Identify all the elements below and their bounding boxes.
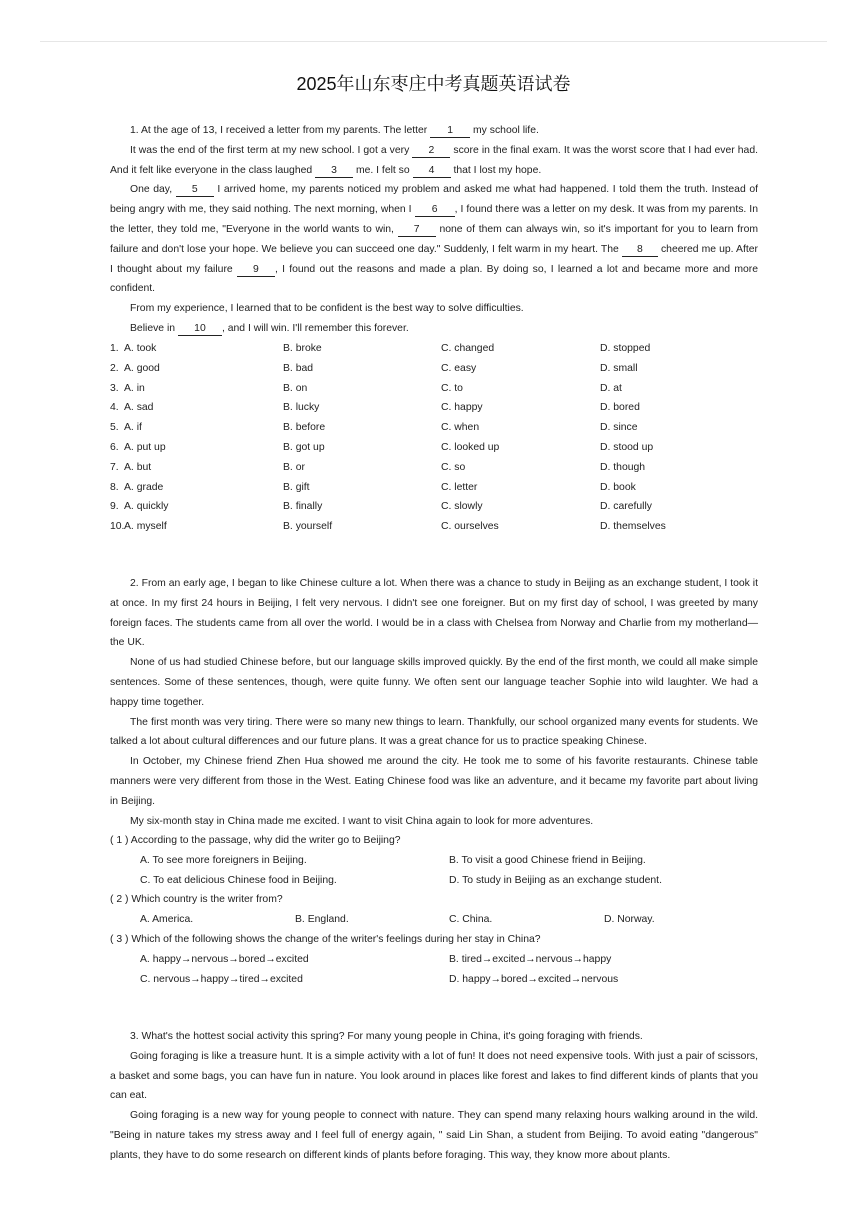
options-table-1 [110, 339, 760, 537]
p2-para5: My six-month stay in China made me excited. I want to visit China again to look for more adventures. [130, 815, 594, 827]
q1-option-d[interactable]: D. To study in Beijing as an exchange student. [449, 875, 662, 886]
q3-option-c[interactable]: C. nervous→happy→tired→excited [140, 974, 303, 985]
option-d[interactable]: D. bored [600, 402, 640, 414]
p2-para3: The first month was very tiring. There were so many new things to learn. Thankfully, our school organized many events for students. We talked a lot about cultural differences and our future plans. It was a great chance for us to practice speaking Chinese. [110, 716, 758, 748]
q3-option-b[interactable]: B. tired→excited→nervous→happy [449, 954, 612, 965]
q3-option-a[interactable]: A. happy→nervous→bored→excited [140, 954, 309, 965]
p1-para3: One day, 5 I arrived home, my parents noticed my problem and asked me what had happened. I told them the truth. Instead of being angry with me, they said nothing. The next morning, when I 6 , I found there was a letter on my desk. It was from my parents. In the letter, they told me, "Everyone in the world wants to win, 7 none of them can always win, so it's important for you to learn from failure and don't lose your hope. We believe you can succeed one day." Suddenly, I felt warm in my heart. The 8 cheered me up. After I thought about my failure 9 , I found out the reasons and made a plan. By doing so, I learned a lot and became more and more confident. [110, 184, 759, 295]
option-row [110, 438, 760, 458]
q2-option-c[interactable]: C. China. [449, 914, 493, 925]
option-b[interactable]: B. or [283, 461, 305, 473]
passage-2 [110, 574, 758, 831]
option-c[interactable]: C. easy [441, 362, 477, 374]
option-a[interactable]: A. quickly [124, 501, 169, 513]
option-a[interactable]: A. sad [124, 402, 154, 414]
option-row [110, 339, 760, 359]
question-1: ( 1 ) According to the passage, why did the writer go to Beijing? [110, 835, 401, 846]
option-b[interactable]: B. broke [283, 343, 322, 354]
option-a[interactable]: A. took [124, 343, 157, 354]
question-number: 7. [110, 461, 119, 473]
option-b[interactable]: B. finally [283, 501, 323, 513]
option-b[interactable]: B. got up [283, 441, 325, 453]
option-a[interactable]: A. in [124, 382, 145, 394]
blank-3[interactable]: 3 [315, 164, 353, 178]
question-2: ( 2 ) Which country is the writer from? [110, 894, 283, 905]
q1-option-c[interactable]: C. To eat delicious Chinese food in Beijing. [140, 875, 337, 886]
question-3: ( 3 ) Which of the following shows the change of the writer's feelings during her stay in China? [110, 934, 541, 945]
blank-6[interactable]: 6 [415, 203, 455, 217]
p2-para1: 2. From an early age, I began to like Chinese culture a lot. When there was a chance to study in Beijing as an exchange student, I took it at once. In my first 24 hours in Beijing, I felt very nervous. I didn't see one foreigner. But on my first day of school, I was greeted by many foreign faces. The students came from all over the world. I would be in a class with Chelsea from Norway and Charlie from my motherland—the UK. [110, 578, 758, 649]
option-row [110, 458, 760, 478]
p2-para4: In October, my Chinese friend Zhen Hua showed me around the city. He took me to some of his favorite restaurants. Chinese table manners were very different from those in the West. Eating Chinese food was like an adventure, and it became my favorite part about living in Beijing. [110, 756, 758, 807]
p1-line: 1. At the age of 13, I received a letter from my parents. The letter 1 my school life. [130, 125, 539, 136]
p1-para5: Believe in 10 , and I will win. I'll remember this forever. [130, 322, 409, 334]
option-b[interactable]: B. yourself [283, 521, 333, 533]
question-number: 4. [110, 402, 119, 414]
question-number: 10. [110, 521, 125, 533]
p3-para2: Going foraging is like a treasure hunt. It is a simple activity with a lot of fun! It does not need expensive tools. With just a pair of scissors, a basket and some bags, you can have fun in nature. You look around in places like forest and lakes to find different kinds of plants that you can eat. [110, 1050, 758, 1102]
option-row [110, 418, 760, 438]
option-row [110, 359, 760, 379]
option-d[interactable]: D. themselves [600, 521, 666, 533]
p1-para2: It was the end of the first term at my new school. I got a very 2 score in the final exam. It was the worst score that I had ever had. And it felt like everyone in the class laughed 3 me. I felt so 4 that I lost my hope. [110, 144, 758, 176]
option-row [110, 517, 760, 537]
option-c[interactable]: C. so [441, 461, 466, 473]
option-row [110, 398, 760, 418]
header-rule [40, 41, 827, 42]
blank-8[interactable]: 8 [622, 243, 658, 257]
question-number: 8. [110, 481, 119, 493]
option-c[interactable]: C. changed [441, 343, 495, 354]
page-title: 2025年山东枣庄中考真题英语试卷 [296, 74, 571, 94]
q2-option-d[interactable]: D. Norway. [604, 914, 655, 925]
option-d[interactable]: D. small [600, 362, 638, 374]
blank-10[interactable]: 10 [178, 322, 222, 336]
question-number: 9. [110, 501, 119, 513]
option-row [110, 497, 760, 517]
option-c[interactable]: C. letter [441, 481, 478, 493]
p1-para4: From my experience, I learned that to be confident is the best way to solve difficulties. [130, 303, 524, 315]
p2-para2: None of us had studied Chinese before, but our language skills improved quickly. By the end of the first month, we could all make simple sentences. Some of these sentences, though, were quite funny. We often sent our language teacher Sophie into wild laughter. We had a happy time together. [110, 657, 758, 708]
blank-4[interactable]: 4 [413, 164, 451, 178]
q2-option-a[interactable]: A. America. [140, 914, 194, 925]
q2-option-b[interactable]: B. England. [295, 914, 349, 925]
option-a[interactable]: A. if [124, 422, 142, 434]
option-a[interactable]: A. myself [124, 521, 167, 533]
option-c[interactable]: C. to [441, 382, 463, 394]
option-b[interactable]: B. on [283, 382, 308, 394]
option-b[interactable]: B. lucky [283, 402, 320, 414]
option-row [110, 379, 760, 399]
option-a[interactable]: A. grade [124, 481, 164, 493]
option-a[interactable]: A. put up [124, 441, 166, 453]
option-d[interactable]: D. stopped [600, 343, 651, 354]
question-number: 1. [110, 343, 119, 354]
option-c[interactable]: C. happy [441, 402, 483, 414]
question-number: 6. [110, 441, 119, 453]
question-number: 3. [110, 382, 119, 394]
option-d[interactable]: D. stood up [600, 441, 654, 453]
option-b[interactable]: B. before [283, 422, 326, 434]
option-d[interactable]: D. since [600, 422, 638, 434]
blank-7[interactable]: 7 [398, 223, 436, 237]
passage-1 [110, 121, 758, 339]
passage-3 [110, 1027, 758, 1166]
q1-option-b[interactable]: B. To visit a good Chinese friend in Beijing. [449, 855, 646, 866]
p3-para1: 3. What's the hottest social activity this spring? For many young people in China, it's going foraging with friends. [130, 1031, 643, 1042]
option-a[interactable]: A. good [124, 362, 160, 374]
option-c[interactable]: C. looked up [441, 441, 500, 453]
blank-2[interactable]: 2 [412, 144, 450, 158]
option-b[interactable]: B. bad [283, 362, 314, 374]
option-c[interactable]: C. slowly [441, 501, 483, 513]
p3-para3: Going foraging is a new way for young people to connect with nature. They can spend many relaxing hours walking around in the wild. "Being in nature takes my stress away and I feel full of energy again, " said Lin Shan, a student from Beijing. To avoid eating "dangerous" plants, they have to do some research on different kinds of plants before foraging. This way, they know more about plants. [110, 1110, 758, 1161]
blank-5[interactable]: 5 [176, 183, 214, 197]
option-b[interactable]: B. gift [283, 481, 310, 493]
q1-option-a[interactable]: A. To see more foreigners in Beijing. [140, 855, 307, 866]
option-d[interactable]: D. carefully [600, 501, 652, 513]
question-number: 2. [110, 362, 119, 374]
blank-9[interactable]: 9 [237, 263, 275, 277]
option-d[interactable]: D. though [600, 461, 646, 473]
q3-option-d[interactable]: D. happy→bored→excited→nervous [449, 974, 619, 985]
option-row [110, 478, 760, 498]
blank-1[interactable]: 1 [430, 124, 470, 138]
option-c[interactable]: C. ourselves [441, 521, 499, 533]
option-d[interactable]: D. book [600, 481, 636, 493]
option-d[interactable]: D. at [600, 382, 622, 394]
option-c[interactable]: C. when [441, 422, 480, 434]
option-a[interactable]: A. but [124, 461, 152, 473]
question-number: 5. [110, 422, 119, 434]
